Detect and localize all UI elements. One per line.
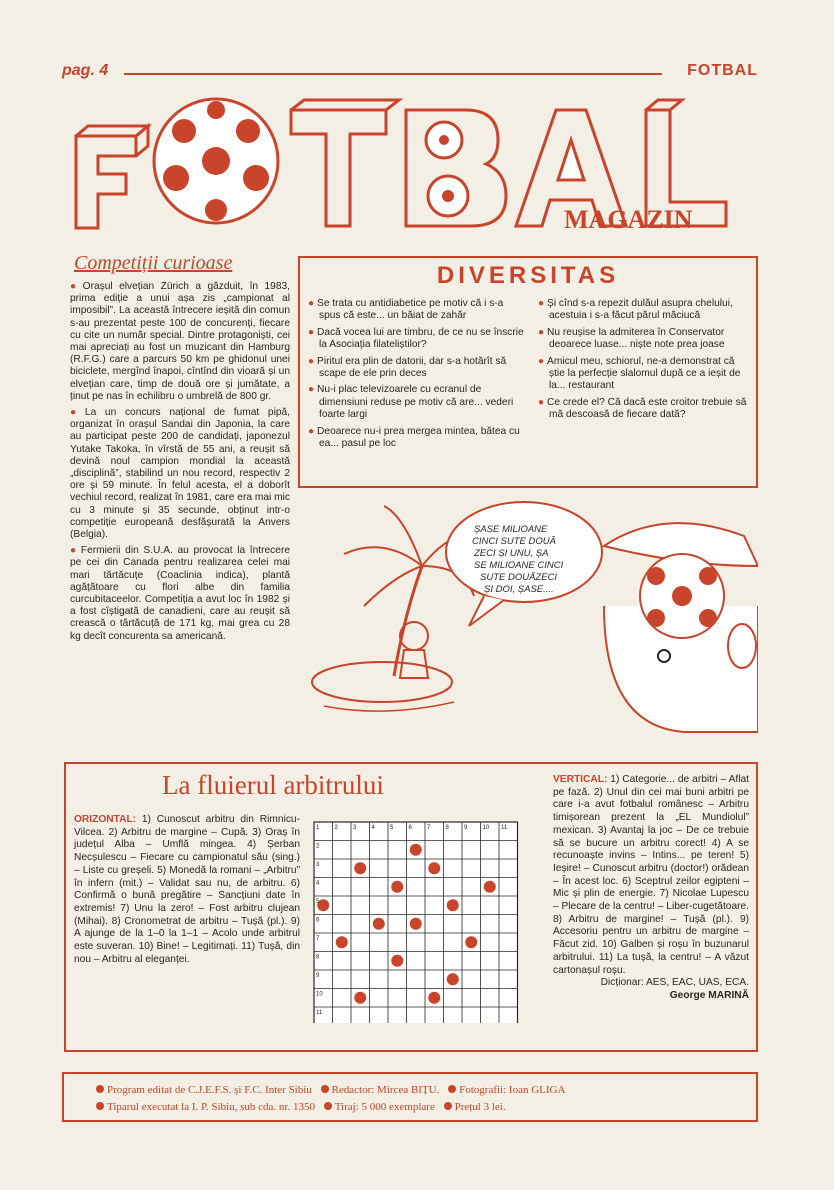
grid-number: 6 <box>316 917 320 924</box>
vertical-text: 1) Categorie... de arbitri – Aflat pe fază. 2) Unul din cei mai buni arbitri pe care i-a avut fotbalul românesc – Arbitru timișorean prezent la „EL Mundiolul” mexican. 3) Avantaj la joc – De ce trebuie să se bucure un arbitru corect! 4) A se recunoaște invins – Intins... pe teren! 5) Ieșire! – Cunoscut arbitru (doctor!) orădean – În acest loc. 6) Sceptrul zeilor egipteni – Mic și plin de energie. 7) Nicolae Lupescu – Plecare de la centru! – Liber-cugetătoare. 8) Arbitru de margine! – Tușă (pl.). 9) Accesoriu pentru un arbitru de margine – Făcut zid. 10) Galben și roșu în buzunarul arbitrului. 11) La tușă, la centru! – A văzut cartonașul roșu. <box>553 774 749 976</box>
article-paragraph: ● Fermierii din S.U.A. au provocat la întrecere pe cei din Canada pentru realizarea celei mai mari tărtăcuțe (Coaclinia indica), plantă agățătoare cu flori albe din familia curcubitaceelor. Competiția a avut loc în 1982 și a fost cîștigată de canadieni, care au reușit să crească o tărtăcuță de 171 kg, mai grea cu 28 kg decît concurenta sa americană. <box>70 545 290 642</box>
header-rule <box>124 73 662 75</box>
diversitas-box <box>298 256 758 488</box>
joke-item: ● Ce crede el? Că dacă este croitor trebuie să mă descoasă de fiecare dată? <box>538 396 747 421</box>
credit-editor: Redactor: Mircea BIȚU. <box>331 1084 440 1096</box>
blocked-cell <box>354 862 366 874</box>
horizontal-label: ORIZONTAL: <box>74 814 137 825</box>
credits-row <box>90 1101 506 1113</box>
blocked-cell <box>465 936 477 948</box>
blocked-cell <box>354 992 366 1004</box>
joke-item: ● Se trata cu antidiabetice pe motiv că i s-a spus că este... un băiat de zahăr <box>308 298 504 322</box>
grid-number: 4 <box>371 825 375 831</box>
credits-footer <box>62 1072 758 1122</box>
curious-competitions-column <box>70 252 290 647</box>
grid-number: 11 <box>501 825 508 831</box>
credit-print-run: Tiraj: 5 000 exemplare <box>334 1101 435 1113</box>
grid-number: 5 <box>316 899 320 905</box>
crossword-grid[interactable] <box>310 818 540 1023</box>
svg-text:MAGAZIN: MAGAZIN <box>564 205 693 234</box>
page-number: pag. 4 <box>62 62 109 79</box>
bullet-icon: ● <box>70 545 78 557</box>
credits-row <box>90 1084 565 1096</box>
diversitas-right-column <box>538 298 750 426</box>
blocked-cell <box>447 973 459 985</box>
grid-number: 1 <box>316 825 320 831</box>
speech-line: SUTE DOUĂZECI <box>480 572 558 583</box>
joke-item: ● Piritul era plin de datorii, dar s-a hotărît să scape de ele prin deces <box>308 355 507 380</box>
credit-photos: Fotografii: Ioan GLIGA <box>459 1084 566 1096</box>
blocked-cell <box>336 936 348 948</box>
blocked-cell <box>447 899 459 911</box>
joke-item: ● Și cînd s-a repezit dulăul asupra chelului, acestuia i s-a făcut părul măciucă <box>538 298 733 322</box>
vertical-label: VERTICAL: <box>553 774 608 785</box>
speech-line: CINCI SUTE DOUĂ <box>472 536 556 547</box>
ball-icon <box>154 99 278 223</box>
cartoon-illustration <box>304 496 758 734</box>
credit-price: Prețul 3 lei. <box>454 1101 506 1113</box>
speech-line: ȘI DOI, ȘASE.... <box>484 584 554 595</box>
horizontal-clues <box>74 814 300 966</box>
grid-number: 8 <box>316 954 320 961</box>
grid-number: 10 <box>316 991 323 998</box>
section-name: FOTBAL <box>687 62 758 79</box>
blocked-cell <box>428 862 440 874</box>
blocked-cell <box>391 955 403 967</box>
dictionary-note: Dicționar: AES, EAC, UAS, ECA. <box>600 977 749 989</box>
vertical-clues <box>553 774 749 1003</box>
blocked-cell <box>484 881 496 893</box>
diversitas-title: DIVERSITAS <box>436 262 620 289</box>
grid-number: 3 <box>316 862 320 868</box>
bullet-icon: ● <box>70 407 82 419</box>
grid-number: 6 <box>408 825 412 831</box>
grid-number: 2 <box>334 825 338 831</box>
crossword-author: George MARINĂ <box>669 989 749 1001</box>
grid-number: 5 <box>390 825 394 831</box>
grid-number: 9 <box>464 825 468 831</box>
page-header <box>62 62 758 84</box>
bullet-icon: ● <box>70 281 80 292</box>
article-paragraph: ● La un concurs național de fumat pipă, organizat în orașul Sandai din Japonia, la care au participat peste 200 de candidați, japonezul Yutake Takoka, în vîrstă de 55 ani, a reușit să devină noul campion mondial la această „disciplină”, stabilind un nou record, respectiv 2 ore și 59 minute. În felul acesta, el a doborît vechiul record, realizat în 1981, care era mai mic cu 3 minute și 35 secunde, obținut intr-o competiție europeană desfășurată la Anvers (Belgia). <box>70 407 290 541</box>
blocked-cell <box>428 992 440 1004</box>
joke-item: ● Dacă vocea lui are timbru, de ce nu se înscrie la Asociația filateliștilor? <box>308 326 524 351</box>
grid-number: 8 <box>445 825 449 831</box>
credit-program: Program editat de C.J.E.F.S. și F.C. Inter Sibiu <box>107 1084 312 1096</box>
grid-number: 3 <box>353 825 357 831</box>
grid-number: 4 <box>316 880 320 887</box>
grid-number: 9 <box>316 973 320 979</box>
diversitas-left-column <box>308 298 526 454</box>
joke-item: ● Amicul meu, schiorul, ne-a demonstrat că știe la perfecție slalomul după ce a ieșit de la... restaurant <box>538 355 741 392</box>
blocked-cell <box>391 881 403 893</box>
joke-item: ● Nu reușise la admiterea în Conservator deoarece luase... niște note prea joase <box>538 326 725 351</box>
blocked-cell <box>373 918 385 930</box>
grid-number: 7 <box>427 825 431 831</box>
grid-number: 10 <box>482 825 490 831</box>
grid-number: 2 <box>316 843 320 850</box>
credit-printing: Tiparul executat la I. P. Sibiu, sub cda. nr. 1350 <box>107 1101 315 1113</box>
joke-item: ● Nu-i plac televizoarele cu ecranul de dimensiuni reduse pe motiv că are... vederi foarte largi <box>308 384 514 421</box>
grid-number: 11 <box>316 1010 323 1016</box>
speech-line: SE MILIOANE CINCI <box>474 560 564 571</box>
speech-line: ȘASE MILIOANE <box>474 524 548 535</box>
article-paragraph: ● Orașul elvețian Zürich a găzduit, în 1983, prima ediție a unui așa zis „campionat al imposibil”. La această întrecere ieșită din comun s-au prezentat peste 100 de concurenți, fiecare cu cite un număr special. Dintre protagoniști, cei mai apreciați au fost un muzicant din Hamburg (R.F.G.) care a parcurs 50 km pe ghidonul unei biciclete, mergînd înapoi, cîntînd din vioară și un elvețian care, timp de două ore și jumătate, a ținut pe nas în echilibru o umbrelă de 800 gr. <box>70 281 290 402</box>
joke-item: ● Deoarece nu-i prea mergea mintea, bătea cu ea... pasul pe loc <box>308 425 520 450</box>
sidebar-title: Competiții curioase <box>74 252 233 274</box>
horizontal-text: 1) Cunoscut arbitru din Rimnicu-Vilcea. 2) Arbitru de margine – Cupă. 3) Oraș în județul Alba – Umflă mingea. 4) Șerban Necșulescu – Fiecare cu campionatul său (sing.) – Liste cu greșeli. 5) Monedă la romani – „Arbitru” în infern (mit.) – Validat sau nu, de arbitru. 6) Confirmă o bună pregătire – Sancțiuni date în extremis! 7) Unu la zero! – Fost arbitru clujean (Mihai). 8) Cronometrat de arbitru – Tușă (pl.). 9) A ajunge de la 1–0 la 1–1 – Acolo unde arbitrul este suveran. 10) Bine! – Legitimați. 11) Tușă, din nou – Arbitru al eleganței. <box>74 814 300 965</box>
speech-line: ZECI ȘI UNU, ȘA <box>474 548 549 559</box>
grid-number: 7 <box>316 936 320 942</box>
crossword-box <box>64 762 758 1052</box>
crossword-title: La fluierul arbitrului <box>162 770 384 800</box>
blocked-cell <box>410 918 422 930</box>
blocked-cell <box>410 844 422 856</box>
fotbal-magazin-logo <box>66 96 766 246</box>
